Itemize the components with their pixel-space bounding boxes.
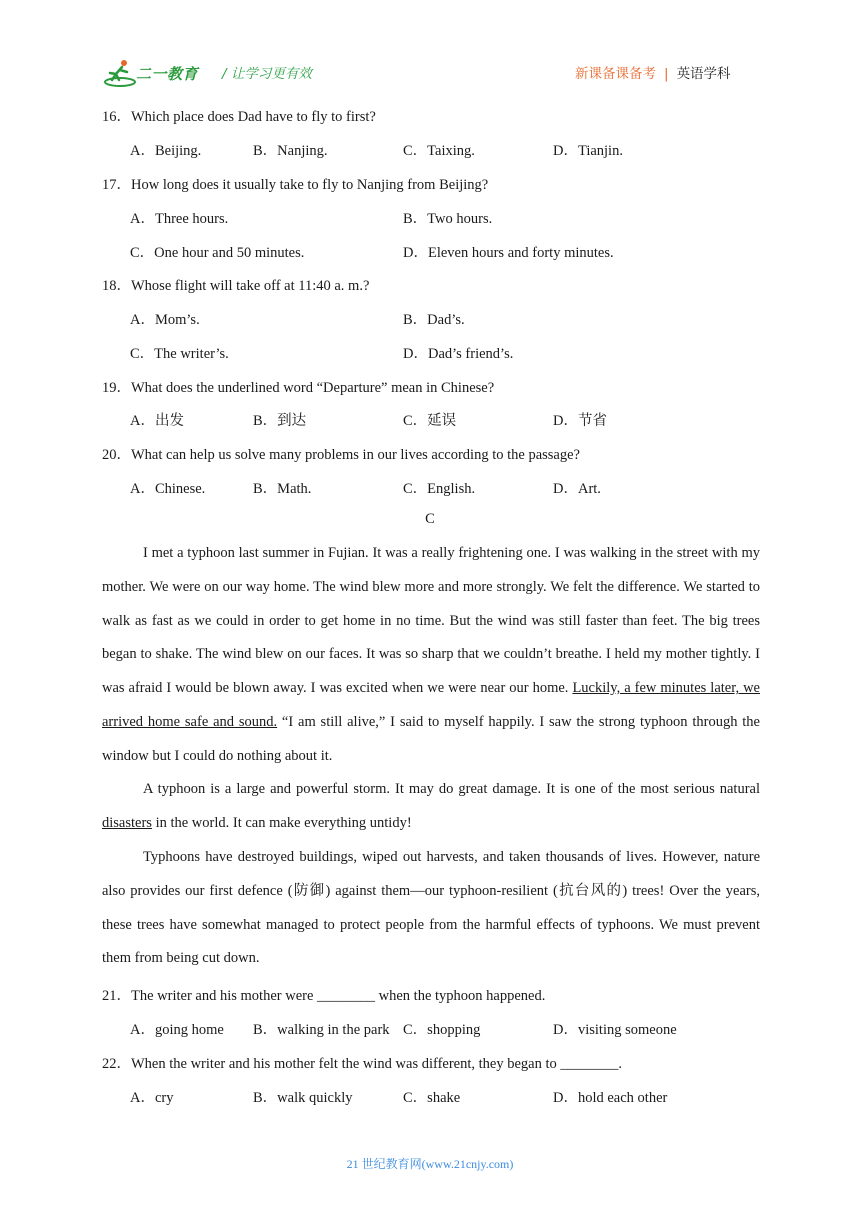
question-16: 16．Which place does Dad have to fly to first?	[102, 109, 376, 125]
option-16c: C．Taixing.	[403, 143, 475, 159]
option-19a: A．出发	[130, 413, 184, 429]
passage-p1-text-end: “I am still alive,” I said to myself happily. I saw the strong typhoon through the window but I could do nothing about it.	[102, 713, 760, 764]
option-18d: D．Dad’s friend’s.	[403, 346, 514, 362]
passage-p2-text: A typhoon is a large and powerful storm. It may do great damage. It is one of the most serious natural	[143, 781, 760, 797]
option-20d: D．Art.	[553, 481, 601, 497]
passage-paragraph-1	[102, 537, 760, 774]
option-19b: B．到达	[253, 413, 307, 429]
footer-link[interactable]: 21 世纪教育网(www.21cnjy.com)	[346, 1157, 514, 1171]
option-20b: B．Math.	[253, 481, 312, 497]
option-16b: B．Nanjing.	[253, 143, 328, 159]
question-21: 21．The writer and his mother were ________ when the typhoon happened.	[102, 988, 546, 1004]
passage-paragraph-3: Typhoons have destroyed buildings, wiped out harvests, and taken thousands of lives. However, nature also provides our first defence (防御) against them—our typhoon-resilient (抗台风的) trees! Over the years, these trees have somewhat managed to protect people from the harmful effects of typhoons. We must prevent them from being cut down.	[102, 849, 760, 967]
runner-icon	[104, 58, 136, 88]
logo-text: 二一教育	[136, 65, 199, 83]
option-22c: C．shake	[403, 1090, 461, 1106]
option-21c: C．shopping	[403, 1022, 481, 1038]
question-19: 19．What does the underlined word “Departure” mean in Chinese?	[102, 380, 495, 396]
logo	[104, 58, 210, 88]
option-17b: B．Two hours.	[403, 211, 493, 227]
option-20a: A．Chinese.	[130, 481, 206, 497]
passage-p2-text-end: in the world. It can make everything untidy!	[151, 814, 412, 831]
option-21b: B．walking in the park	[253, 1022, 390, 1038]
option-22a: A．cry	[130, 1090, 174, 1106]
option-17c: C．One hour and 50 minutes.	[130, 245, 305, 261]
option-21d: D．visiting someone	[553, 1022, 677, 1038]
question-20: 20．What can help us solve many problems in our lives according to the passage?	[102, 447, 580, 463]
slogan: / 让学习更有效	[222, 66, 312, 82]
option-19d: D．节省	[553, 413, 607, 429]
option-22d: D．hold each other	[553, 1090, 668, 1106]
option-17a: A．Three hours.	[130, 211, 229, 227]
header-subject-name: 英语学科	[676, 66, 731, 82]
header-separator: |	[664, 66, 669, 82]
question-22: 22．When the writer and his mother felt the wind was different, they began to ________.	[102, 1056, 622, 1072]
passage-p1-text: I met a typhoon last summer in Fujian. It was a really frightening one. I was walking in the street with my mother. We were on our way home. The wind blew more and more strongly. We felt the difference. We started to walk as fast as we could in order to get home in no time. But the wind was still faster than feet. The big trees began to shake. The wind blew on our faces. It was so sharp that we couldn’t breathe. I held my mother tightly. I was afraid I would be blown away. I was excited when we were near our home.	[102, 545, 760, 697]
header-category: 新课备课备考	[575, 66, 656, 82]
option-21a: A．going home	[130, 1022, 224, 1038]
question-18: 18．Whose flight will take off at 11:40 a. m.?	[102, 278, 370, 294]
option-17d: D．Eleven hours and forty minutes.	[403, 245, 614, 261]
passage-p2-underlined: disasters	[102, 814, 152, 831]
option-18a: A．Mom’s.	[130, 312, 200, 328]
section-label: C	[425, 511, 435, 527]
passage-paragraph-2	[102, 773, 760, 841]
option-22b: B．walk quickly	[253, 1090, 353, 1106]
option-16a: A．Beijing.	[130, 143, 202, 159]
option-18b: B．Dad’s.	[403, 312, 465, 328]
header-subject	[575, 62, 731, 82]
option-18c: C．The writer’s.	[130, 346, 229, 362]
passage-p1-underlined: Luckily, a few minutes later, we arrived home safe and sound.	[102, 680, 760, 730]
option-16d: D．Tianjin.	[553, 143, 623, 159]
option-20c: C．English.	[403, 481, 476, 497]
question-17: 17．How long does it usually take to fly to Nanjing from Beijing?	[102, 177, 489, 193]
option-19c: C．延误	[403, 413, 457, 429]
